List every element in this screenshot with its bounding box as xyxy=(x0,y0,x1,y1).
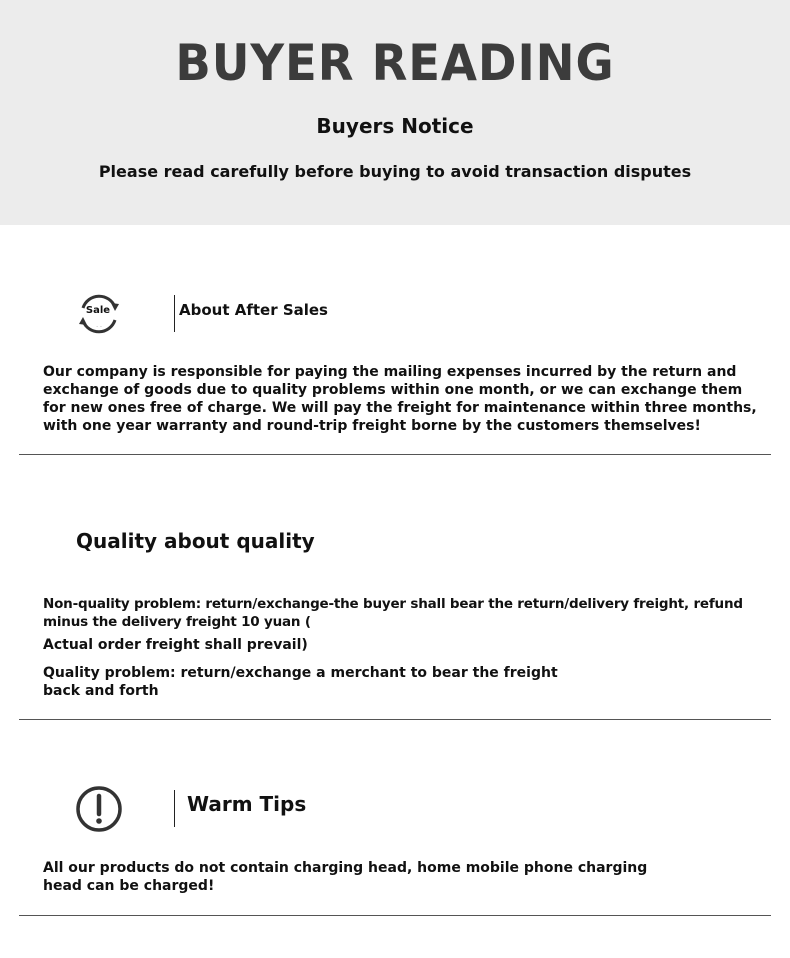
svg-text:. .: . . xyxy=(96,322,102,329)
sale-cycle-icon xyxy=(75,290,123,338)
section-separator-bar xyxy=(174,295,175,332)
page-tagline: Please read carefully before buying to avoid transaction disputes xyxy=(98,162,692,181)
sale-icon-label: Sale xyxy=(85,305,111,316)
section-separator-bar xyxy=(174,790,175,827)
quality-heading: Quality about quality xyxy=(76,529,315,553)
after-sales-body: Our company is responsible for paying the mailing expenses incurred by the return and exchange of goods due to quality problems within one month, or we can exchange them for new ones free of charge. We will pay the freight for maintenance within three months, with one year warranty and round-trip freight borne by the customers themselves! xyxy=(43,364,757,434)
header-banner xyxy=(0,0,790,225)
section-divider xyxy=(19,915,771,916)
quality-problem-text: Quality problem: return/exchange a merchant to bear the freight back and forth xyxy=(43,665,558,699)
non-quality-text: Non-quality problem: return/exchange-the buyer shall bear the return/delivery freight, refund minus the delivery freight 10 yuan ( xyxy=(43,596,743,630)
after-sales-heading: About After Sales xyxy=(179,301,328,319)
warm-tips-body: All our products do not contain charging head, home mobile phone charging head can be charged! xyxy=(43,860,648,894)
page-subtitle: Buyers Notice xyxy=(316,114,474,138)
section-divider xyxy=(19,719,771,720)
exclamation-circle-icon xyxy=(75,785,123,833)
section-divider xyxy=(19,454,771,455)
warm-tips-heading: Warm Tips xyxy=(187,792,307,816)
actual-freight-text: Actual order freight shall prevail) xyxy=(43,637,308,653)
page-title: BUYER READING xyxy=(175,34,615,92)
